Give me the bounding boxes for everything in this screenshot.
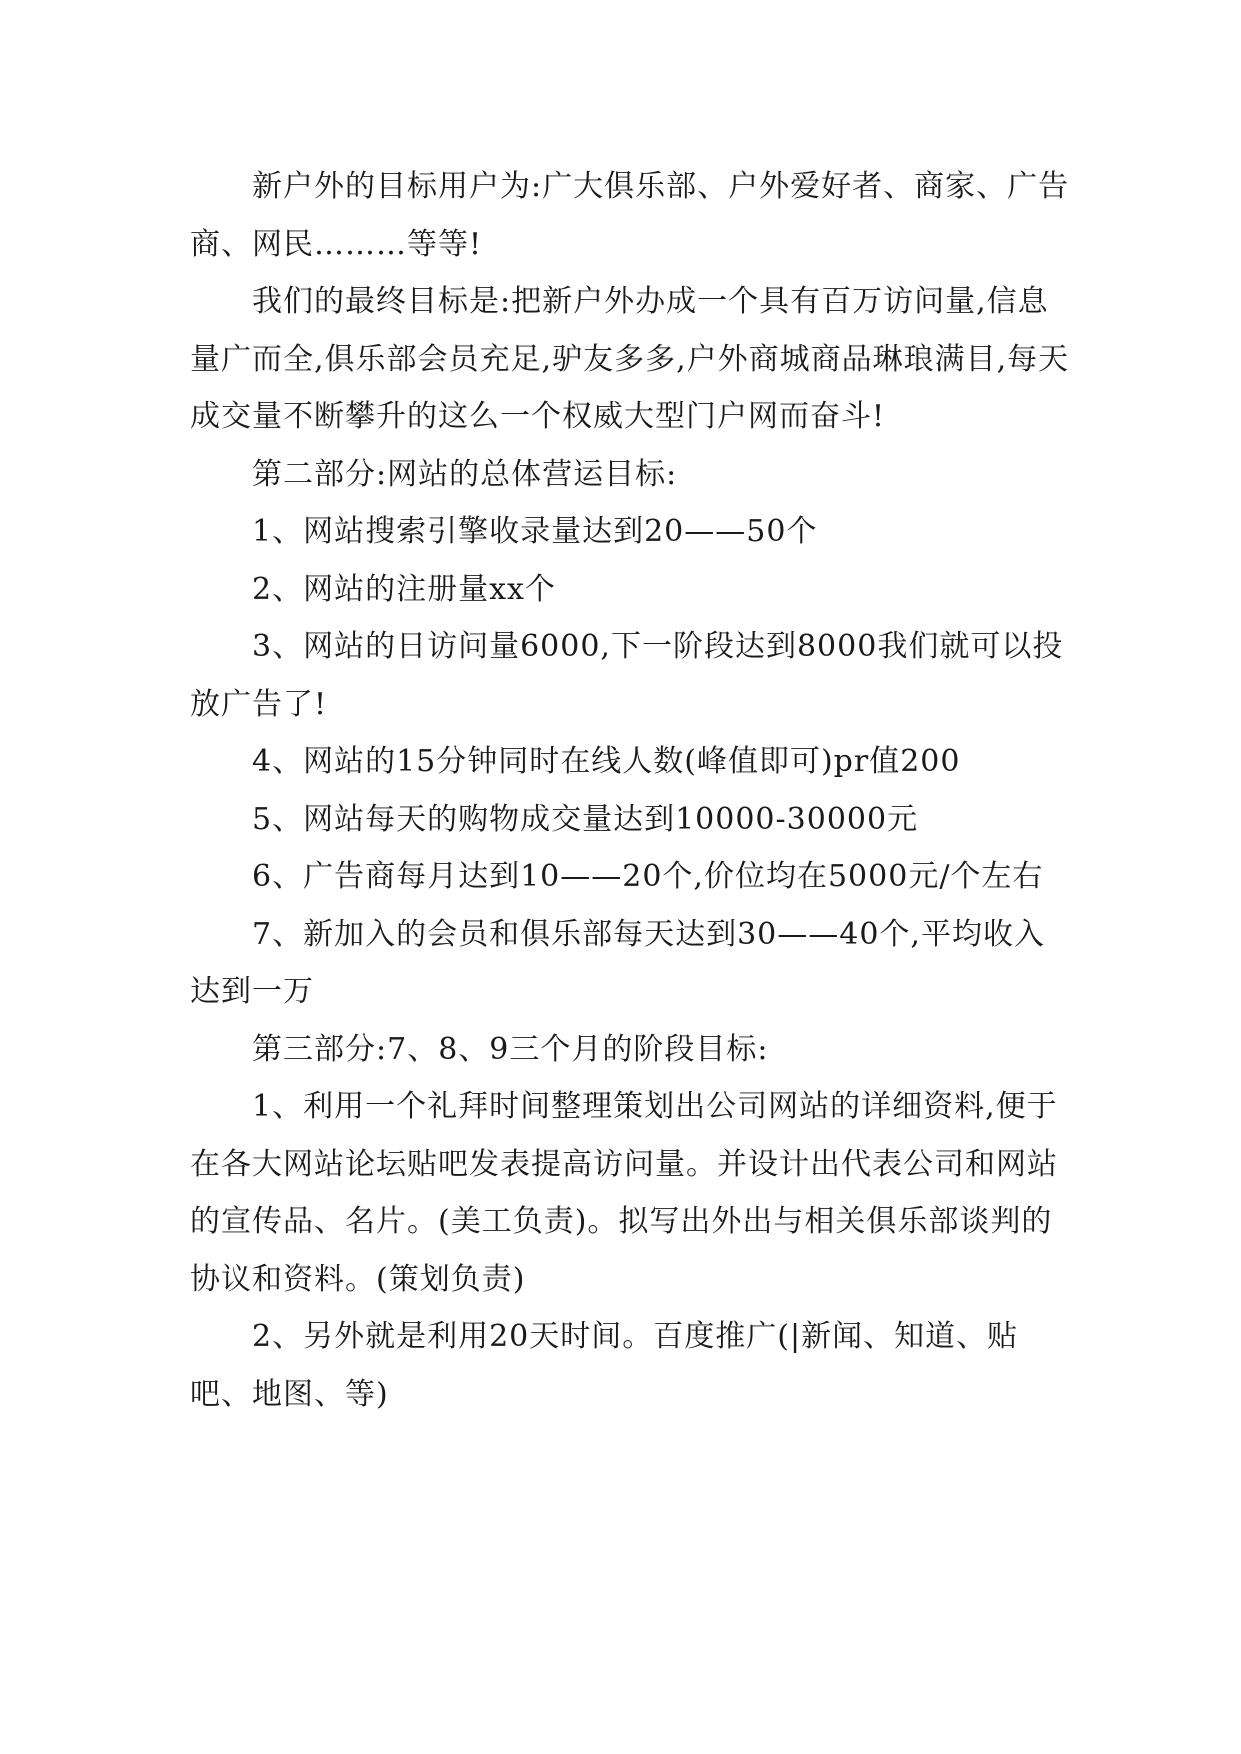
list-item: 5、网站每天的购物成交量达到10000-30000元 [252,801,919,837]
paragraph-final-goal: 我们的最终目标是:把新户外办成一个具有百万访问量,信息量广而全,俱乐部会员充足,驴友多多,户外商城商品琳琅满目,每天成交量不断攀升的这么一个权威大型门户网而奋斗! [190,284,1070,434]
section-heading-part-three: 第三部分:7、8、9三个月的阶段目标: [252,1031,769,1067]
list-item: 2、另外就是利用20天时间。百度推广(|新闻、知道、贴吧、地图、等) [190,1319,1019,1412]
list-item: 3、网站的日访问量6000,下一阶段达到8000我们就可以投放广告了! [190,629,1064,722]
document-body [190,158,1070,1423]
list-item: 1、网站搜索引擎收录量达到20——50个 [252,514,818,549]
list-item: 7、新加入的会员和俱乐部每天达到30——40个,平均收入达到一万 [190,916,1045,1009]
list-item: 4、网站的15分钟同时在线人数(峰值即可)pr值200 [252,744,961,779]
list-item: 2、网站的注册量xx个 [252,571,556,607]
list-item: 6、广告商每月达到10——20个,价位均在5000元/个左右 [252,859,1044,894]
list-item: 1、利用一个礼拜时间整理策划出公司网站的详细资料,便于在各大网站论坛贴吧发表提高访问量。并设计出代表公司和网站的宣传品、名片。(美工负责)。拟写出外出与相关俱乐部谈判的协议和资料。(策划负责) [190,1089,1058,1297]
paragraph-target-users: 新户外的目标用户为:广大俱乐部、户外爱好者、商家、广告商、网民………等等! [190,169,1070,262]
section-heading-part-two: 第二部分:网站的总体营运目标: [252,456,678,492]
